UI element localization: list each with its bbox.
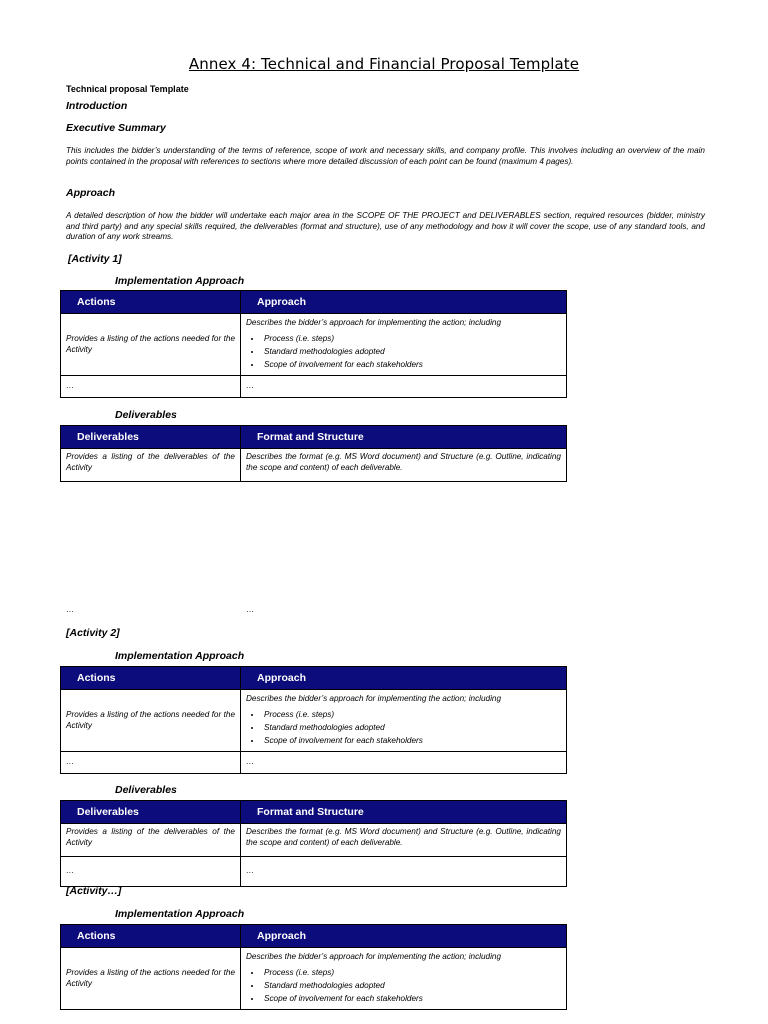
col-actions: Actions [61,291,241,314]
activity-2-deliverables-heading: Deliverables [115,784,177,796]
bullet-methodologies: • Standard methodologies adopted [262,979,561,992]
document-title: Annex 4: Technical and Financial Proposal Template [188,55,580,73]
format-cell: Describes the format (e.g. MS Word document) and Structure (e.g. Outline, indicating the scope and content) of each deliverable. [241,824,567,857]
deliverables-cell: Provides a listing of the deliverables of the Activity [61,449,241,482]
col-format: Format and Structure [241,801,567,824]
approach-bullets [246,708,561,747]
subtitle: Technical proposal Template [66,84,189,94]
activity-1-deliverables-table [60,425,567,482]
format-cell: Describes the format (e.g. MS Word document) and Structure (e.g. Outline, indicating the scope and content) of each deliverable. [241,449,567,482]
approach-bullets [246,332,561,371]
ellipsis-cell: … [61,752,241,774]
activity-n-actions-table [60,924,567,1010]
activity-1-deliverables-heading: Deliverables [115,409,177,421]
bullet-scope: • Scope of involvement for each stakeholders [262,734,561,747]
col-actions: Actions [61,925,241,948]
col-deliverables: Deliverables [61,426,241,449]
col-actions: Actions [61,667,241,690]
activity-n-label: [Activity…] [66,885,122,897]
activity-1-impl-heading: Implementation Approach [115,275,245,287]
deliverables-cell: Provides a listing of the deliverables of the Activity [61,824,241,857]
col-approach: Approach [241,291,567,314]
activity-n-impl-heading: Implementation Approach [115,908,245,920]
col-approach: Approach [241,925,567,948]
heading-approach: Approach [66,187,116,199]
approach-text: A detailed description of how the bidder will undertake each major area in the SCOPE OF THE PROJECT and DELIVERABLES section, required resources (bidder, ministry and third party) and any special skills required, the deliverables (format and structure), use of any methodology and how it will cover the scope, use of any standard tools, and duration of any work streams. [66,211,705,241]
approach-cell [241,948,567,1010]
activity-2-deliverables-table [60,800,567,887]
bullet-process: • Process (i.e. steps) [262,332,561,345]
actions-cell: Provides a listing of the actions needed for the Activity [61,948,241,1010]
ellipsis-cell: … [241,857,567,887]
col-approach: Approach [241,667,567,690]
heading-introduction: Introduction [66,100,128,112]
activity-2-label: [Activity 2] [66,627,120,639]
bullet-methodologies: • Standard methodologies adopted [262,345,561,358]
activity-1-label: [Activity 1] [68,253,122,265]
col-deliverables: Deliverables [61,801,241,824]
ellipsis: … [66,605,74,614]
approach-bullets [246,966,561,1005]
ellipsis-cell: … [241,752,567,774]
approach-intro: Describes the bidder’s approach for implementing the action; including [246,694,502,703]
bullet-process: • Process (i.e. steps) [262,708,561,721]
ellipsis-cell: … [241,376,567,398]
ellipsis-cell: … [61,376,241,398]
col-format: Format and Structure [241,426,567,449]
activity-1-actions-table [60,290,567,398]
bullet-scope: • Scope of involvement for each stakeholders [262,358,561,371]
bullet-process: • Process (i.e. steps) [262,966,561,979]
activity-2-impl-heading: Implementation Approach [115,650,245,662]
ellipsis-cell: … [61,857,241,887]
heading-executive-summary: Executive Summary [66,122,166,134]
activity-2-actions-table [60,666,567,774]
approach-intro: Describes the bidder’s approach for implementing the action; including [246,318,502,327]
approach-cell [241,314,567,376]
bullet-scope: • Scope of involvement for each stakeholders [262,992,561,1005]
approach-intro: Describes the bidder’s approach for implementing the action; including [246,952,502,961]
approach-cell [241,690,567,752]
executive-summary-text: This includes the bidder’s understanding of the terms of reference, scope of work and necessary skills, and company profile. This involves including an overview of the main points contained in the proposal with references to sections where more detailed discussion of each point can be found (maximum 4 pages). [66,146,705,166]
actions-cell: Provides a listing of the actions needed for the Activity [61,690,241,752]
actions-cell: Provides a listing of the actions needed for the Activity [61,314,241,376]
bullet-methodologies: • Standard methodologies adopted [262,721,561,734]
ellipsis: … [246,605,254,614]
